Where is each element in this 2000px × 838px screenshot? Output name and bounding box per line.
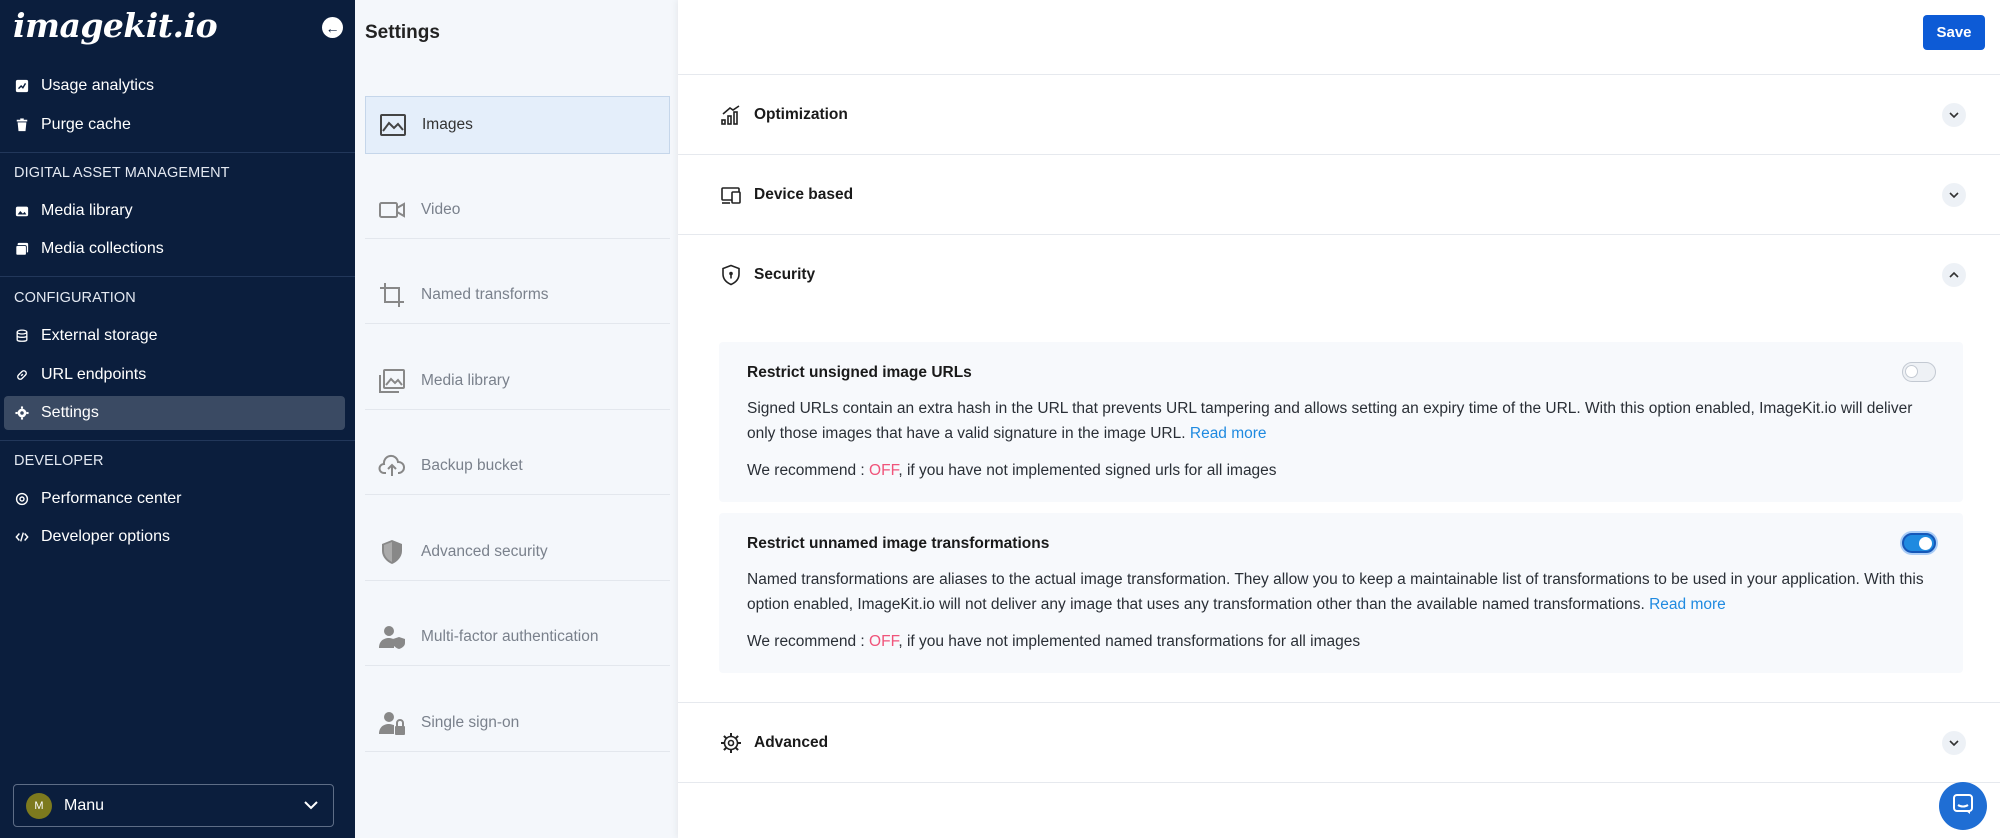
settings-item-media-library[interactable]: [365, 352, 670, 410]
nav-item-media-collections[interactable]: [4, 232, 345, 266]
image-stack-icon: [14, 203, 30, 219]
nav-label: Media collections: [41, 240, 164, 257]
nav-label: Developer options: [41, 528, 170, 545]
devices-icon: [720, 184, 742, 206]
settings-item-mfa[interactable]: [365, 608, 670, 666]
nav-item-media-library[interactable]: [4, 194, 345, 228]
main-sidebar: [0, 0, 355, 838]
settings-item-label: Media library: [421, 371, 510, 389]
nav-label: Settings: [41, 404, 99, 421]
gauge-icon: [14, 491, 30, 507]
chevron-down-icon[interactable]: [1942, 731, 1966, 755]
settings-item-images[interactable]: [365, 96, 670, 154]
restrict-unnamed-transformations-toggle[interactable]: [1902, 533, 1936, 553]
nav-item-usage-analytics[interactable]: [4, 69, 345, 103]
nav-divider: [0, 276, 355, 277]
restrict-unsigned-urls-toggle[interactable]: [1902, 362, 1936, 382]
section-advanced[interactable]: [678, 703, 2000, 783]
chat-icon: [1951, 792, 1975, 821]
nav-divider: [0, 152, 355, 153]
security-shield-icon: [720, 264, 742, 286]
settings-item-label: Images: [422, 116, 473, 133]
section-optimization[interactable]: [678, 75, 2000, 155]
settings-item-video[interactable]: [365, 181, 670, 239]
nav-divider: [0, 440, 355, 441]
recommendation-text: We recommend : OFF, if you have not implemented named transformations for all images: [747, 633, 1361, 650]
nav-item-url-endpoints[interactable]: [4, 358, 345, 392]
section-label: Advanced: [754, 733, 829, 751]
code-icon: [14, 529, 30, 545]
nav-item-purge-cache[interactable]: [4, 108, 345, 142]
cloud-upload-icon: [377, 451, 407, 481]
section-label: Optimization: [754, 105, 848, 123]
chevron-down-icon[interactable]: [1942, 103, 1966, 127]
nav-label: Media library: [41, 202, 133, 219]
save-button[interactable]: Save: [1923, 15, 1985, 50]
crop-icon: [377, 280, 407, 310]
avatar: M: [26, 793, 52, 819]
card-description: Named transformations are aliases to the actual image transformation. They allow you to keep a maintainable list of transformations to be used in your application. With this option enabled, ImageKit.io will not deliver any image that uses any transformation other than the available named transformations. Read more: [747, 571, 1924, 613]
chevron-down-icon[interactable]: [1942, 183, 1966, 207]
chart-icon: [14, 78, 30, 94]
nav-label: External storage: [41, 327, 158, 344]
image-icon: [378, 110, 408, 140]
nav-section-title: DIGITAL ASSET MANAGEMENT: [14, 165, 230, 181]
imagekit-logo[interactable]: imagekit.io: [13, 6, 218, 45]
trash-icon: [14, 117, 30, 133]
nav-label: Usage analytics: [41, 77, 154, 94]
page-title: Settings: [365, 22, 440, 43]
chevron-up-icon[interactable]: [1942, 263, 1966, 287]
security-card-unnamed-transformations: [719, 513, 1963, 673]
recommendation-text: We recommend : OFF, if you have not implemented signed urls for all images: [747, 462, 1277, 479]
nav-section-title: DEVELOPER: [14, 453, 104, 469]
nav-item-developer-options[interactable]: [4, 520, 345, 554]
settings-item-label: Backup bucket: [421, 456, 523, 474]
section-security[interactable]: [678, 235, 2000, 315]
user-shield-icon: [377, 622, 407, 652]
nav-label: Purge cache: [41, 116, 131, 133]
arrow-left-icon: ←: [325, 19, 340, 36]
card-title: Restrict unnamed image transformations: [747, 535, 1050, 552]
user-account-dropdown[interactable]: [13, 784, 334, 827]
database-icon: [14, 328, 30, 344]
settings-item-sso[interactable]: [365, 694, 670, 752]
read-more-link[interactable]: Read more: [1189, 425, 1267, 442]
video-icon: [377, 195, 407, 225]
nav-item-performance-center[interactable]: [4, 482, 345, 516]
read-more-link[interactable]: Read more: [1649, 596, 1726, 613]
settings-item-label: Named transforms: [421, 285, 549, 303]
section-label: Security: [754, 266, 816, 283]
user-lock-icon: [377, 708, 407, 738]
user-name: Manu: [64, 796, 105, 814]
settings-item-label: Video: [421, 200, 461, 218]
chevron-down-icon: [303, 797, 319, 815]
card-title: Restrict unsigned image URLs: [747, 364, 972, 381]
optimization-icon: [720, 104, 742, 126]
settings-item-backup-bucket[interactable]: [365, 437, 670, 495]
shield-icon: [377, 537, 407, 567]
nav-label: Performance center: [41, 490, 182, 507]
nav-section-title: CONFIGURATION: [14, 290, 136, 306]
card-description: Signed URLs contain an extra hash in the URL that prevents URL tampering and allows setting an expiry time of the URL. With this option enabled, ImageKit.io will deliver only those images that have a valid signature in the image URL. Read more: [747, 400, 1913, 442]
advanced-gear-icon: [720, 732, 742, 754]
gear-icon: [14, 405, 30, 421]
settings-item-advanced-security[interactable]: [365, 523, 670, 581]
security-card-unsigned-urls: [719, 342, 1963, 502]
settings-menu-panel: [355, 0, 678, 838]
settings-main-content: [678, 0, 2000, 838]
settings-item-label: Single sign-on: [421, 713, 520, 731]
collapse-sidebar-button[interactable]: [322, 17, 343, 38]
photo-library-icon: [377, 366, 407, 396]
nav-item-settings[interactable]: [4, 396, 345, 430]
chat-support-button[interactable]: [1939, 782, 1987, 830]
settings-item-label: Advanced security: [421, 542, 548, 560]
link-icon: [14, 367, 30, 383]
collection-icon: [14, 241, 30, 257]
nav-item-external-storage[interactable]: [4, 319, 345, 353]
settings-item-named-transforms[interactable]: [365, 266, 670, 324]
nav-label: URL endpoints: [41, 366, 147, 383]
settings-item-label: Multi-factor authentication: [421, 627, 599, 645]
section-label: Device based: [754, 185, 854, 203]
section-device-based[interactable]: [678, 155, 2000, 235]
